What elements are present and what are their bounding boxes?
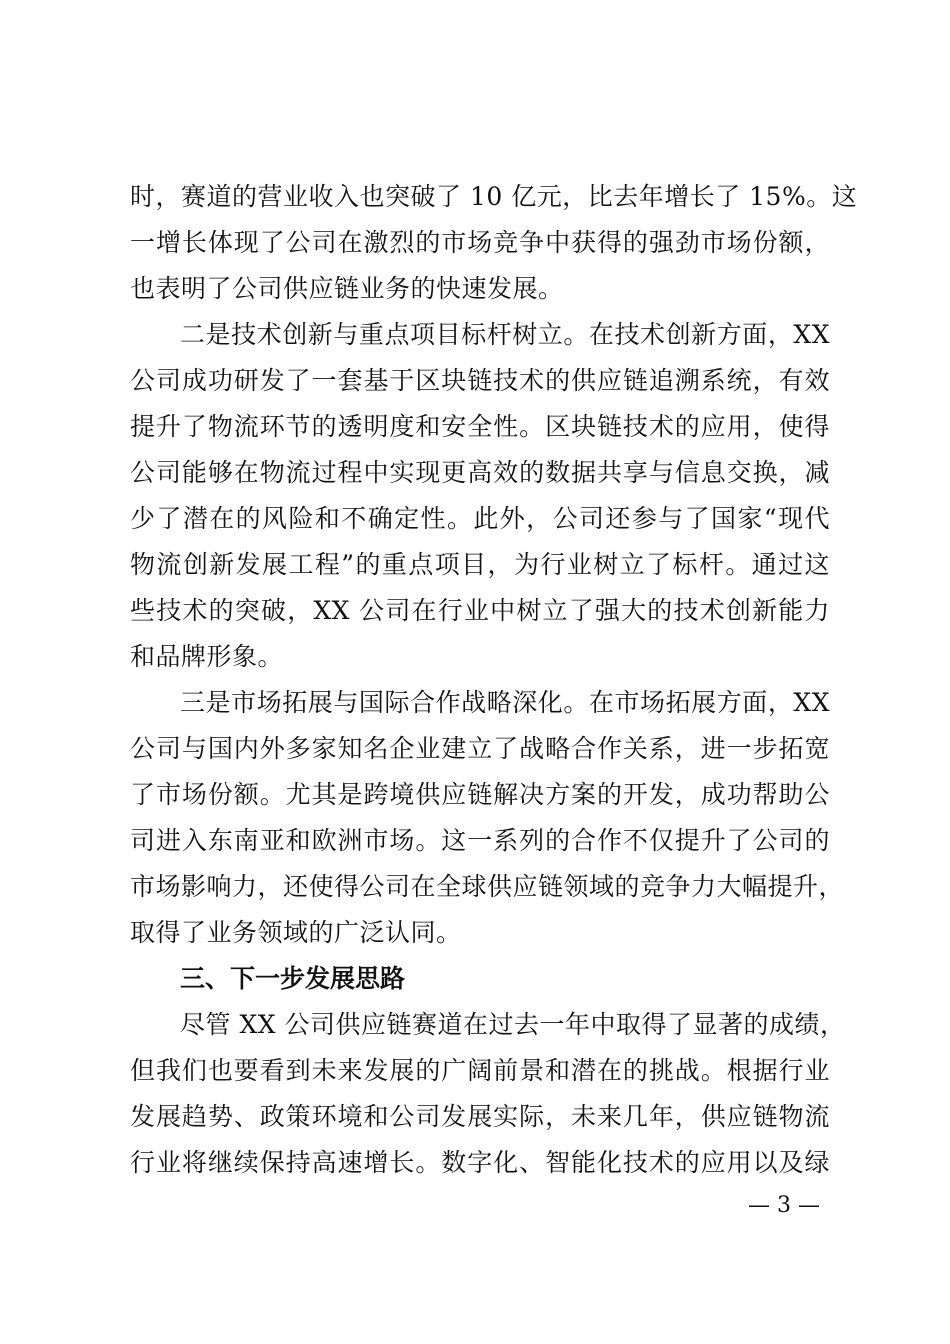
text-line: 但我们也要看到未来发展的广阔前景和潜在的挑战。根据行业 (130, 1056, 830, 1085)
paragraph-market-expansion (130, 680, 845, 956)
text-line: 物流创新发展工程”的重点项目，为行业树立了标杆。通过这 (130, 550, 830, 579)
text-line: 二是技术创新与重点项目标杆树立。在技术创新方面，XX (180, 320, 830, 349)
text-line: 尽管 XX 公司供应链赛道在过去一年中取得了显著的成绩， (180, 1010, 846, 1039)
text-line: 发展趋势、政策环境和公司发展实际，未来几年，供应链物流 (130, 1102, 830, 1131)
section-heading-block (130, 956, 830, 1002)
text-line: 公司能够在物流过程中实现更高效的数据共享与信息交换，减 (130, 458, 830, 487)
paragraph-tech-innovation (130, 312, 830, 680)
text-line: 少了潜在的风险和不确定性。此外，公司还参与了国家“现代 (130, 504, 830, 533)
text-line: 三是市场拓展与国际合作战略深化。在市场拓展方面，XX (180, 688, 830, 717)
text-line: 市场影响力，还使得公司在全球供应链领域的竞争力大幅提升， (130, 872, 845, 901)
text-line: 些技术的突破，XX 公司在行业中树立了强大的技术创新能力 (130, 596, 830, 625)
paragraph-revenue-growth (130, 174, 858, 312)
paragraph-next-steps (130, 1002, 846, 1186)
text-line: 和品牌形象。 (130, 642, 284, 671)
text-line: 也表明了公司供应链业务的快速发展。 (130, 274, 564, 303)
text-line: 公司与国内外多家知名企业建立了战略合作关系，进一步拓宽 (130, 734, 830, 763)
text-line: 公司成功研发了一套基于区块链技术的供应链追溯系统，有效 (130, 366, 830, 395)
text-line: 时，赛道的营业收入也突破了 10 亿元，比去年增长了 15%。这 (130, 182, 858, 211)
text-line: 取得了业务领域的广泛认同。 (130, 918, 462, 947)
text-line: 提升了物流环节的透明度和安全性。区块链技术的应用，使得 (130, 412, 830, 441)
text-line: 了市场份额。尤其是跨境供应链解决方案的开发，成功帮助公 (130, 780, 830, 809)
text-line: 司进入东南亚和欧洲市场。这一系列的合作不仅提升了公司的 (130, 826, 830, 855)
section-heading: 三、下一步发展思路 (180, 964, 406, 993)
text-line: 行业将继续保持高速增长。数字化、智能化技术的应用以及绿 (130, 1148, 830, 1177)
text-line: 一增长体现了公司在激烈的市场竞争中获得的强劲市场份额， (130, 228, 830, 257)
page-number: — 3 — (748, 1193, 820, 1218)
